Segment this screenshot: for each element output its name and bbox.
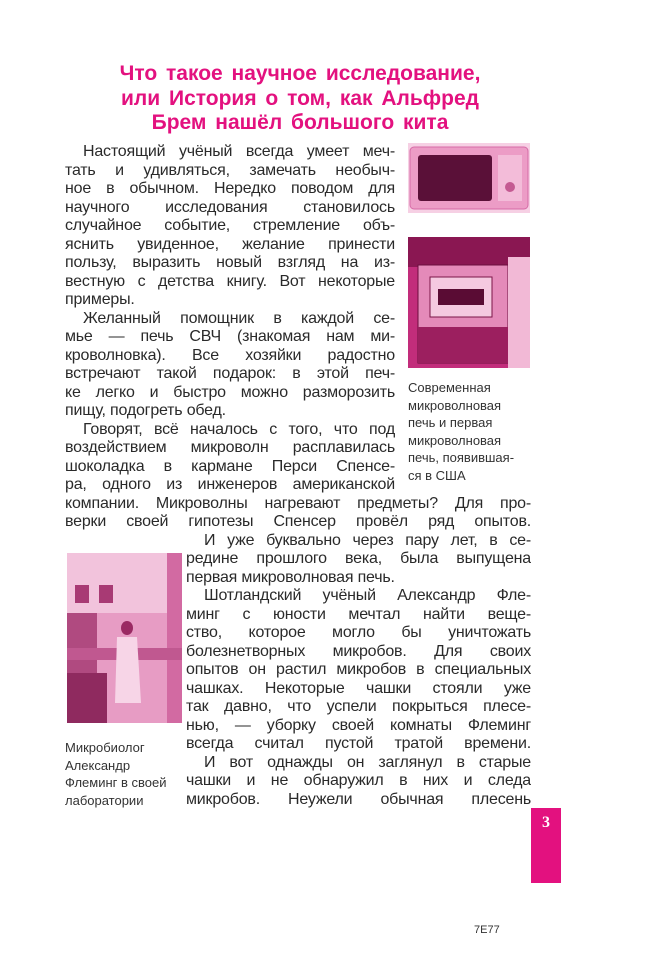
- modern-microwave-photo: [408, 143, 530, 213]
- microwave-caption: [408, 379, 514, 484]
- caption-line: Флеминг в своей: [65, 775, 167, 790]
- text-line: шоколадка в кармане Перси Спенсе-: [65, 457, 395, 475]
- text-line: пищу, подогреть обед.: [65, 402, 226, 419]
- text-line: чашках. Некоторые чашки стояли уже: [186, 679, 531, 697]
- text-line: мье — печь СВЧ (знакомая нам ми-: [65, 328, 395, 345]
- text-line: пользу, выразить новый взгляд на из-: [65, 254, 395, 271]
- caption-line: микроволновая: [408, 397, 502, 413]
- text-column-top: [65, 143, 395, 476]
- page-number: 3: [542, 814, 550, 831]
- print-code: 7E77: [474, 924, 500, 936]
- text-column-bottom: [186, 532, 531, 810]
- text-line: примеры.: [65, 291, 135, 308]
- text-line: Шотландский учёный Александр Фле-: [204, 587, 531, 604]
- caption-line: Александр: [65, 757, 131, 773]
- text-line: ке легко и быстро можно разморозить: [65, 383, 395, 401]
- text-line: верки своей гипотезы Спенсер провёл ряд опытов.: [65, 513, 531, 530]
- text-line: научного исследования становилось: [65, 198, 395, 216]
- caption-line: Микробиолог: [65, 740, 145, 755]
- text-line: первая микроволновая печь.: [186, 568, 395, 586]
- text-line: компании. Микроволны нагревают предметы? Для про-: [65, 494, 531, 512]
- chapter-title: [60, 62, 540, 136]
- text-line: яснить увиденное, желание принести: [65, 235, 395, 253]
- text-line: И уже буквально через пару лет, в се-: [204, 531, 531, 549]
- text-line: ство, которое могло бы уничтожать: [186, 624, 531, 641]
- text-line: Говорят, всё началось с того, что под: [83, 420, 395, 438]
- text-column-full: [65, 476, 531, 532]
- text-line: всегда считал пустой тратой времени.: [186, 735, 531, 752]
- text-line: чашки и не обнаружил в них и следа: [186, 772, 531, 789]
- text-line: микробов. Неужели обычная плесень: [186, 790, 531, 808]
- text-line: минг с юности мечтал найти веще-: [186, 605, 531, 623]
- text-line: вестную с детства книгу. Вот некоторые: [65, 272, 395, 290]
- text-line: встречают такой подарок: в этой печ-: [65, 365, 395, 382]
- caption-line: печь, появившая-: [408, 450, 515, 465]
- caption-line: лаборатории: [65, 792, 144, 808]
- text-line: кроволновка). Все хозяйки радостно: [65, 346, 395, 364]
- page-number-tab: [531, 808, 561, 883]
- text-line: И вот однажды он заглянул в старые: [204, 753, 531, 771]
- text-line: Желанный помощник в каждой се-: [83, 309, 395, 327]
- fleming-caption: [65, 739, 167, 809]
- caption-line: ся в США: [408, 467, 466, 483]
- text-line: нью, — уборку своей комнаты Флеминг: [186, 716, 531, 734]
- text-line: ное в обычном. Нередко поводом для: [65, 180, 395, 197]
- text-line: ра, одного из инженеров американской: [65, 476, 395, 493]
- caption-line: печь и первая: [408, 415, 493, 430]
- text-line: редине прошлого века, была выпущена: [186, 550, 531, 567]
- title-line: Что такое научное исследование,: [119, 62, 481, 85]
- text-line: опытов он растил микробов в специальных: [186, 661, 531, 678]
- text-line: Настоящий учёный всегда умеет меч-: [83, 143, 395, 160]
- text-line: случайное событие, стремление объ-: [65, 217, 395, 234]
- title-line: Брем нашёл большого кита: [151, 111, 449, 134]
- text-line: так давно, что успели покрыться плесе-: [186, 698, 531, 715]
- text-line: воздействием микроволн расплавилась: [65, 439, 395, 456]
- first-microwave-photo: [408, 237, 530, 368]
- fleming-lab-photo: [67, 553, 182, 723]
- title-line: или История о том, как Альфред: [120, 86, 479, 110]
- caption-line: Современная: [408, 380, 491, 395]
- text-line: тать и удивляться, замечать необыч-: [65, 161, 395, 179]
- caption-line: микроволновая: [408, 432, 502, 448]
- text-line: болезнетворных микробов. Для своих: [186, 642, 531, 660]
